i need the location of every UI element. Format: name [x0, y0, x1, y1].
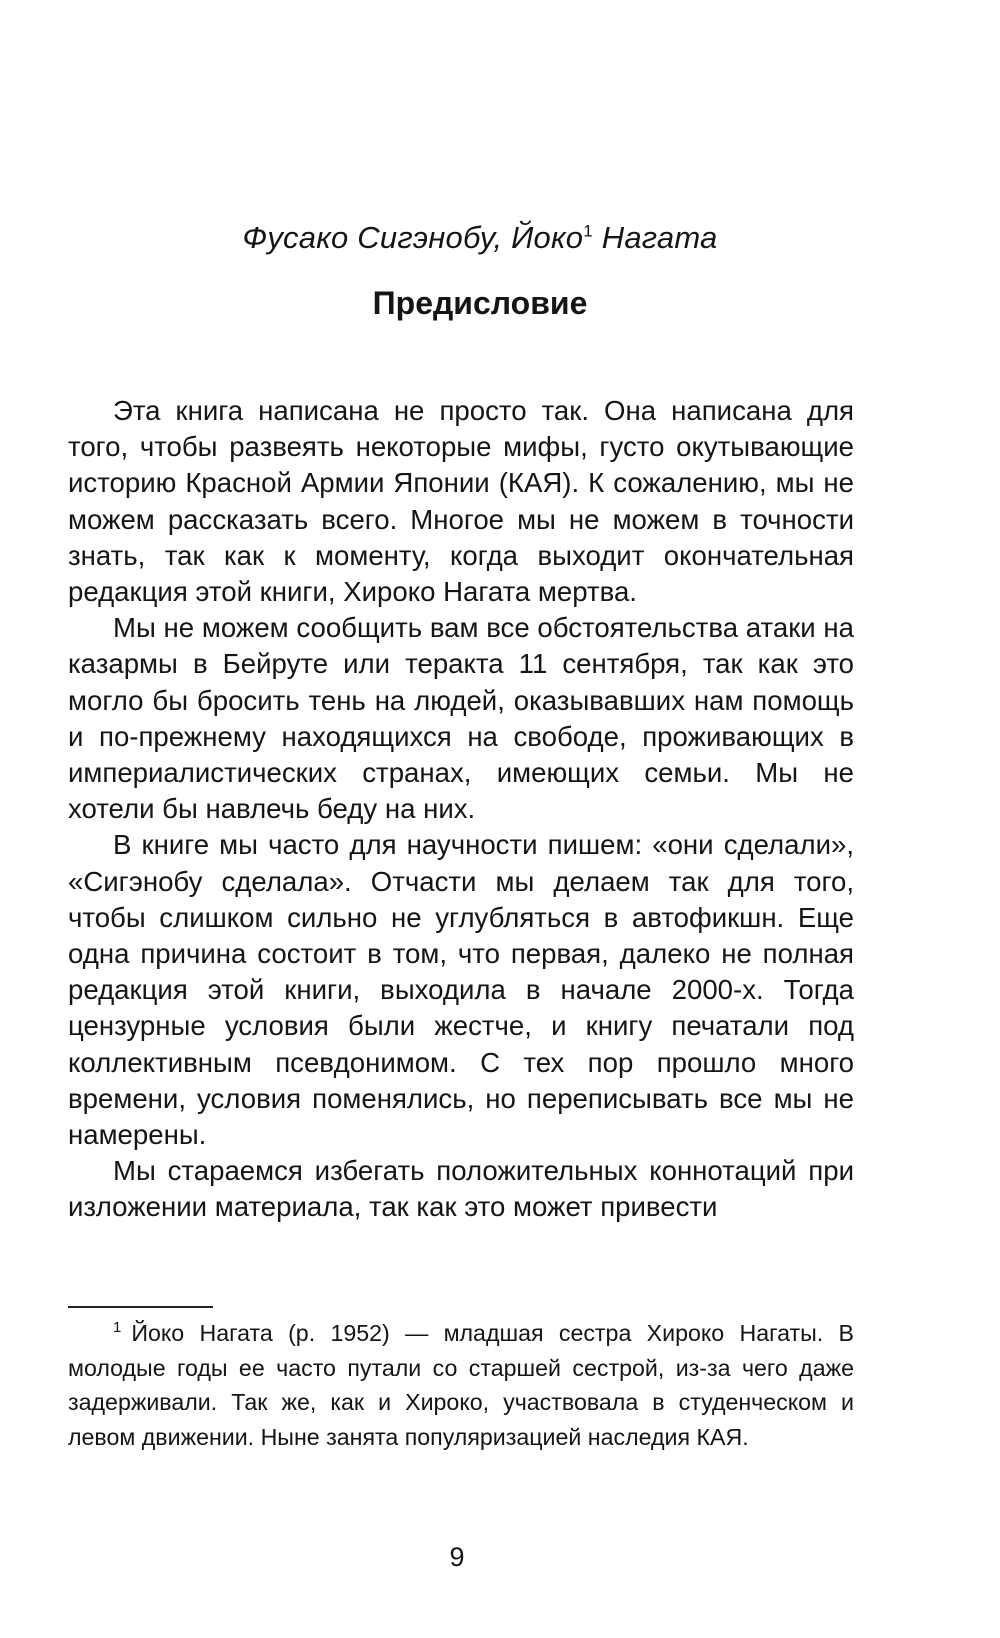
- body-text: [68, 393, 854, 1226]
- chapter-title: Предисловие: [372, 285, 588, 321]
- authors-names: Фусако Сигэнобу, Йоко: [242, 220, 584, 255]
- authors-line: [0, 218, 960, 258]
- footnote-reference-mark: 1: [583, 221, 593, 241]
- paragraph-3: В книге мы часто для научности пишем: «они сделали», «Сигэнобу сделала». Отчасти мы делаем так для того, чтобы слишком сильно не углубляться в автофикшн. Еще одна причина состоит в том, что первая, далеко не полная редакция этой книги, выходила в начале 2000-х. Тогда цензурные условия были жестче, и книгу печатали под коллективным псевдонимом. С тех пор прошло много времени, условия поменялись, но переписывать все мы не намерены.: [68, 829, 854, 1151]
- authors-surname: Нагата: [592, 220, 718, 255]
- page-number: 9: [449, 1542, 465, 1572]
- footnote-text: Йоко Нагата (р. 1952) — младшая сестра Хироко Нагаты. В молодые годы ее часто путали со старшей сестрой, из-за чего даже задерживали. Так же, как и Хироко, участвовала в студенческом и левом движении. Ныне занята популяризацией наследия КАЯ.: [68, 1320, 854, 1450]
- paragraph-1: Эта книга написана не просто так. Она написана для того, чтобы развеять некоторые мифы, густо окутывающие историю Красной Армии Японии (КАЯ). К сожалению, мы не можем рассказать всего. Многое мы не можем в точности знать, так как к моменту, когда выходит окончательная редакция этой книги, Хироко Нагата мертва.: [68, 395, 854, 608]
- footnote-divider: [68, 1306, 213, 1308]
- paragraph-4: Мы стараемся избегать положительных коннотаций при изложении материала, так как это может привести: [68, 1155, 854, 1223]
- paragraph-2: Мы не можем сообщить вам все обстоятельства атаки на казармы в Бейруте или теракта 11 сентября, так как это могло бы бросить тень на людей, оказывавших нам помощь и по-прежнему находящихся на свободе, проживающих в империалистических странах, имеющих семьи. Мы не хотели бы навлечь беду на них.: [68, 612, 854, 825]
- footnote-mark: 1: [113, 1319, 122, 1337]
- footnote: [68, 1316, 854, 1454]
